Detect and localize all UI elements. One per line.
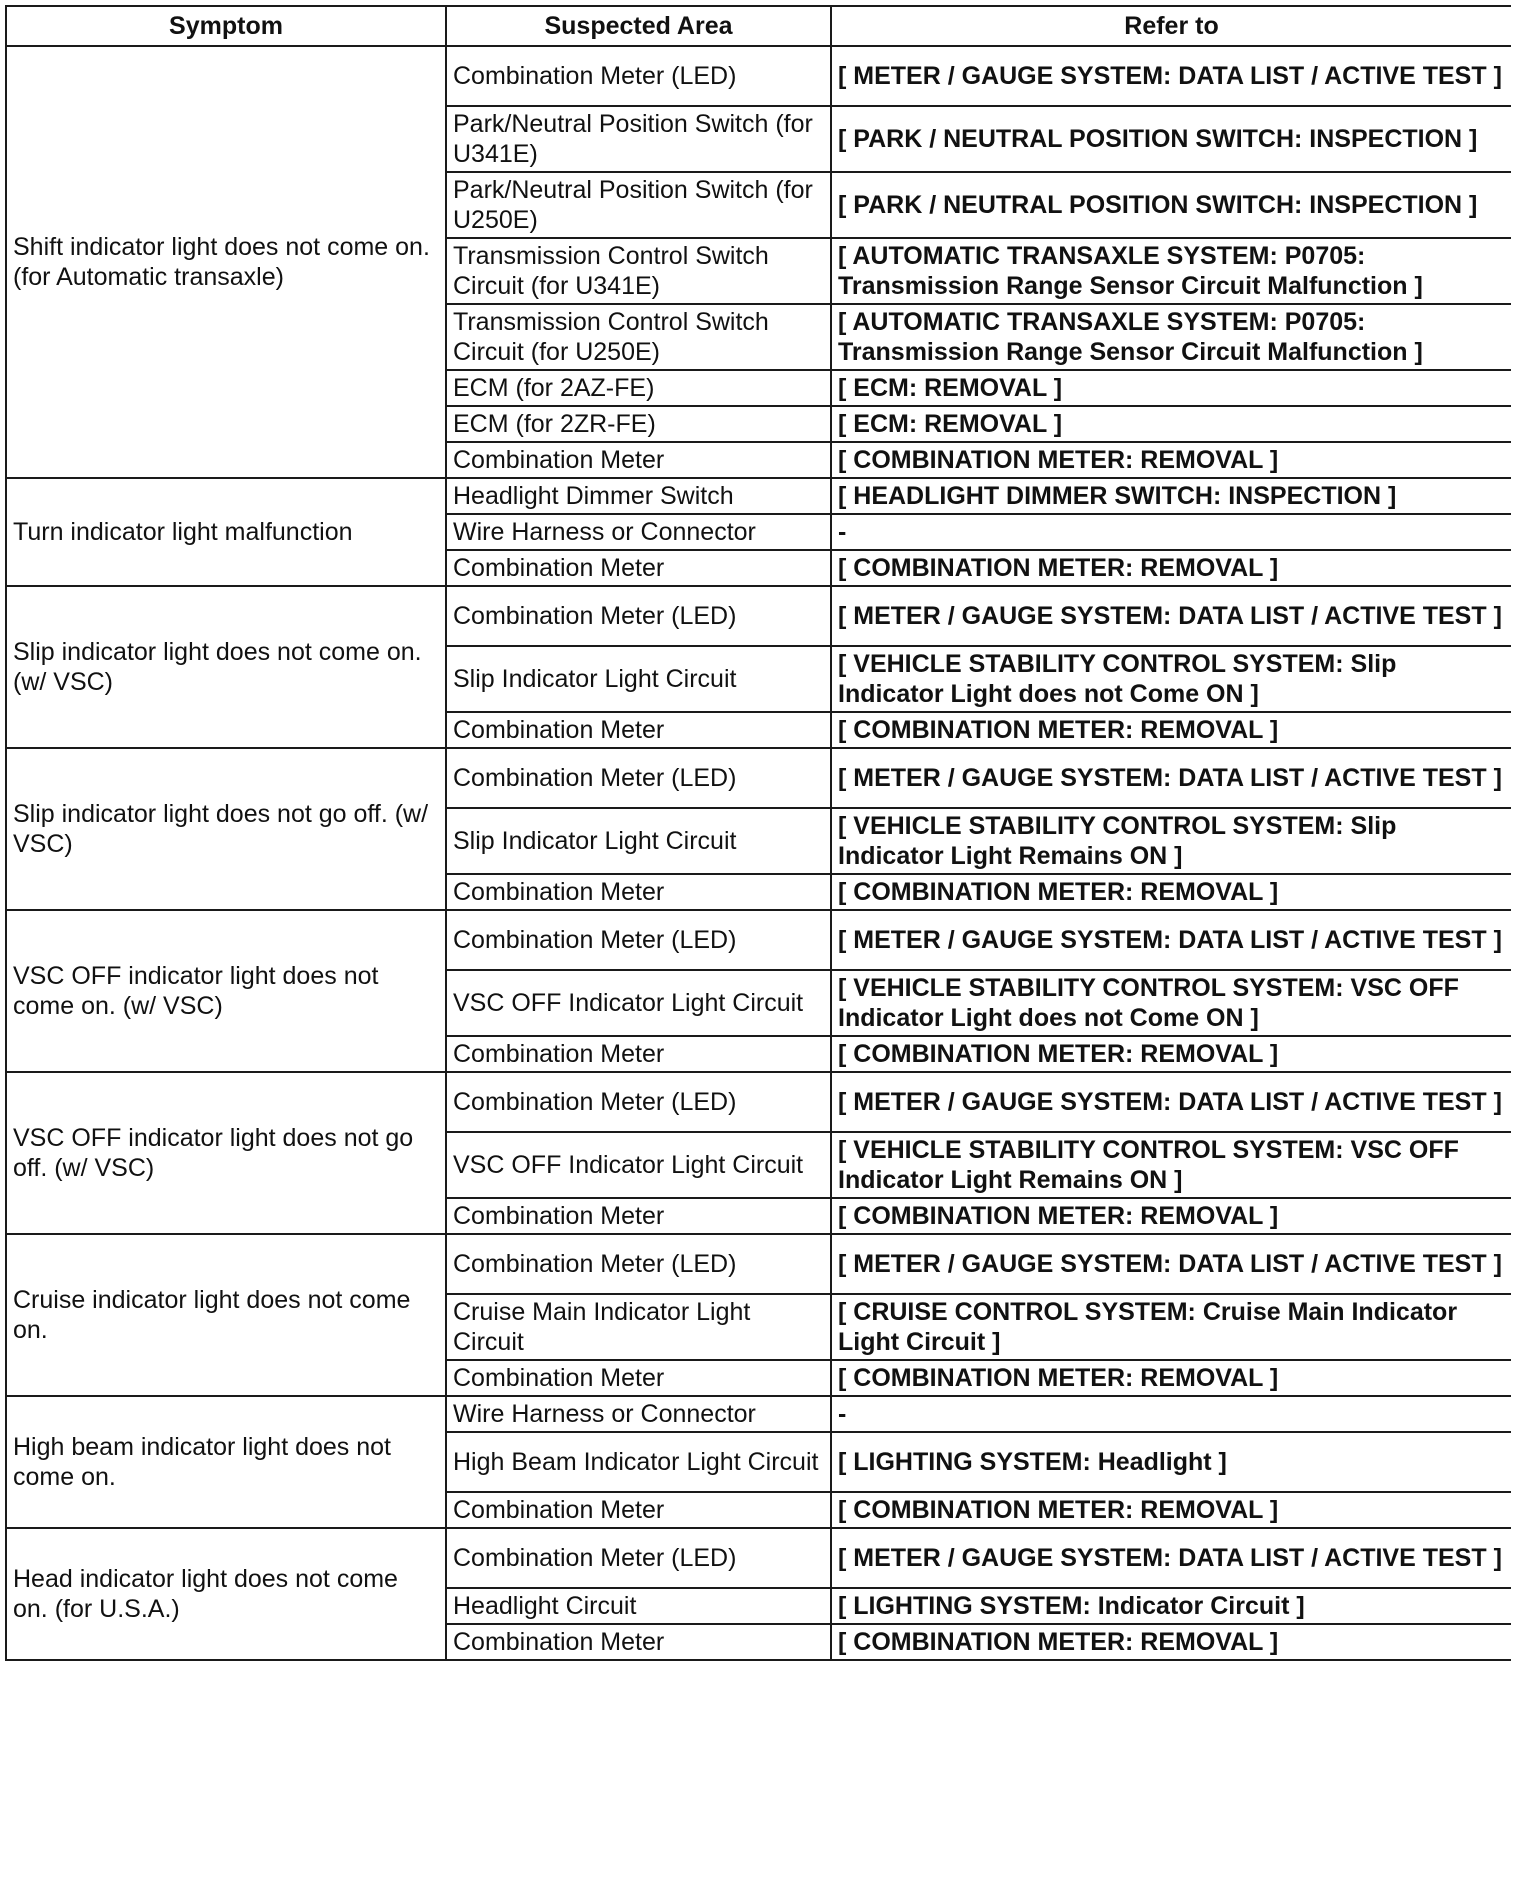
suspected-area-cell: Slip Indicator Light Circuit (446, 808, 831, 874)
table-row (6, 748, 1511, 808)
suspected-area-cell: Wire Harness or Connector (446, 514, 831, 550)
suspected-area-cell: Headlight Dimmer Switch (446, 478, 831, 514)
refer-to-link[interactable]: [ COMBINATION METER: REMOVAL ] (831, 550, 1511, 586)
refer-to-link[interactable]: [ COMBINATION METER: REMOVAL ] (831, 712, 1511, 748)
refer-to-link[interactable]: [ METER / GAUGE SYSTEM: DATA LIST / ACTIVE TEST ] (831, 748, 1511, 808)
refer-to-link[interactable]: [ COMBINATION METER: REMOVAL ] (831, 442, 1511, 478)
table-row (6, 1234, 1511, 1294)
refer-to-link[interactable]: [ ECM: REMOVAL ] (831, 370, 1511, 406)
suspected-area-cell: Combination Meter (LED) (446, 1528, 831, 1588)
symptom-cell: Shift indicator light does not come on. (for Automatic transaxle) (6, 46, 446, 478)
suspected-area-cell: Combination Meter (LED) (446, 586, 831, 646)
header-refer-to: Refer to (831, 6, 1511, 46)
refer-to-link[interactable]: [ METER / GAUGE SYSTEM: DATA LIST / ACTIVE TEST ] (831, 910, 1511, 970)
refer-to-link[interactable]: [ VEHICLE STABILITY CONTROL SYSTEM: Slip Indicator Light does not Come ON ] (831, 646, 1511, 712)
refer-to-link[interactable]: [ METER / GAUGE SYSTEM: DATA LIST / ACTIVE TEST ] (831, 1072, 1511, 1132)
suspected-area-cell: Combination Meter (446, 1360, 831, 1396)
refer-to-link[interactable]: [ COMBINATION METER: REMOVAL ] (831, 1624, 1511, 1660)
symptom-cell: Turn indicator light malfunction (6, 478, 446, 586)
refer-to-link[interactable]: [ COMBINATION METER: REMOVAL ] (831, 1492, 1511, 1528)
suspected-area-cell: ECM (for 2AZ-FE) (446, 370, 831, 406)
suspected-area-cell: VSC OFF Indicator Light Circuit (446, 970, 831, 1036)
suspected-area-cell: Combination Meter (446, 712, 831, 748)
suspected-area-cell: VSC OFF Indicator Light Circuit (446, 1132, 831, 1198)
suspected-area-cell: Combination Meter (LED) (446, 1234, 831, 1294)
suspected-area-cell: Slip Indicator Light Circuit (446, 646, 831, 712)
symptom-cell: Head indicator light does not come on. (for U.S.A.) (6, 1528, 446, 1660)
suspected-area-cell: High Beam Indicator Light Circuit (446, 1432, 831, 1492)
suspected-area-cell: Wire Harness or Connector (446, 1396, 831, 1432)
refer-to-link[interactable]: [ LIGHTING SYSTEM: Indicator Circuit ] (831, 1588, 1511, 1624)
suspected-area-cell: Combination Meter (446, 874, 831, 910)
refer-to-link[interactable]: [ AUTOMATIC TRANSAXLE SYSTEM: P0705: Transmission Range Sensor Circuit Malfunction ] (831, 304, 1511, 370)
header-symptom: Symptom (6, 6, 446, 46)
refer-to-link[interactable]: [ VEHICLE STABILITY CONTROL SYSTEM: VSC OFF Indicator Light does not Come ON ] (831, 970, 1511, 1036)
table-body (6, 46, 1511, 1660)
suspected-area-cell: Park/Neutral Position Switch (for U250E) (446, 172, 831, 238)
refer-to-link[interactable]: [ CRUISE CONTROL SYSTEM: Cruise Main Indicator Light Circuit ] (831, 1294, 1511, 1360)
refer-to-link[interactable]: [ METER / GAUGE SYSTEM: DATA LIST / ACTIVE TEST ] (831, 1528, 1511, 1588)
symptom-cell: Slip indicator light does not come on. (w/ VSC) (6, 586, 446, 748)
table-row (6, 910, 1511, 970)
refer-to-link[interactable]: [ METER / GAUGE SYSTEM: DATA LIST / ACTIVE TEST ] (831, 46, 1511, 106)
suspected-area-cell: ECM (for 2ZR-FE) (446, 406, 831, 442)
refer-to-link[interactable]: [ VEHICLE STABILITY CONTROL SYSTEM: Slip Indicator Light Remains ON ] (831, 808, 1511, 874)
symptom-cell: Cruise indicator light does not come on. (6, 1234, 446, 1396)
table-row (6, 1072, 1511, 1132)
refer-to-link: - (831, 1396, 1511, 1432)
refer-to-link[interactable]: [ COMBINATION METER: REMOVAL ] (831, 1360, 1511, 1396)
suspected-area-cell: Combination Meter (446, 1624, 831, 1660)
refer-to-link[interactable]: [ COMBINATION METER: REMOVAL ] (831, 1198, 1511, 1234)
header-suspected-area: Suspected Area (446, 6, 831, 46)
refer-to-link[interactable]: [ COMBINATION METER: REMOVAL ] (831, 874, 1511, 910)
symptom-cell: Slip indicator light does not go off. (w/ VSC) (6, 748, 446, 910)
suspected-area-cell: Park/Neutral Position Switch (for U341E) (446, 106, 831, 172)
refer-to-link[interactable]: [ AUTOMATIC TRANSAXLE SYSTEM: P0705: Transmission Range Sensor Circuit Malfunction ] (831, 238, 1511, 304)
suspected-area-cell: Combination Meter (LED) (446, 748, 831, 808)
symptom-cell: High beam indicator light does not come on. (6, 1396, 446, 1528)
refer-to-link[interactable]: [ COMBINATION METER: REMOVAL ] (831, 1036, 1511, 1072)
refer-to-link[interactable]: [ METER / GAUGE SYSTEM: DATA LIST / ACTIVE TEST ] (831, 1234, 1511, 1294)
suspected-area-cell: Combination Meter (LED) (446, 46, 831, 106)
suspected-area-cell: Cruise Main Indicator Light Circuit (446, 1294, 831, 1360)
refer-to-link[interactable]: [ HEADLIGHT DIMMER SWITCH: INSPECTION ] (831, 478, 1511, 514)
header-row (6, 6, 1511, 46)
symptom-cell: VSC OFF indicator light does not come on. (w/ VSC) (6, 910, 446, 1072)
suspected-area-cell: Combination Meter (446, 1198, 831, 1234)
refer-to-link[interactable]: [ PARK / NEUTRAL POSITION SWITCH: INSPECTION ] (831, 106, 1511, 172)
suspected-area-cell: Combination Meter (LED) (446, 910, 831, 970)
table-row (6, 586, 1511, 646)
suspected-area-cell: Combination Meter (446, 1492, 831, 1528)
symptom-cell: VSC OFF indicator light does not go off. (w/ VSC) (6, 1072, 446, 1234)
table-row (6, 46, 1511, 106)
suspected-area-cell: Combination Meter (446, 442, 831, 478)
refer-to-link[interactable]: [ ECM: REMOVAL ] (831, 406, 1511, 442)
suspected-area-cell: Combination Meter (LED) (446, 1072, 831, 1132)
suspected-area-cell: Transmission Control Switch Circuit (for U250E) (446, 304, 831, 370)
suspected-area-cell: Transmission Control Switch Circuit (for U341E) (446, 238, 831, 304)
suspected-area-cell: Headlight Circuit (446, 1588, 831, 1624)
problem-symptoms-table-page (5, 5, 1511, 1887)
table-row (6, 1528, 1511, 1588)
refer-to-link[interactable]: [ LIGHTING SYSTEM: Headlight ] (831, 1432, 1511, 1492)
refer-to-link[interactable]: [ VEHICLE STABILITY CONTROL SYSTEM: VSC OFF Indicator Light Remains ON ] (831, 1132, 1511, 1198)
refer-to-link[interactable]: [ METER / GAUGE SYSTEM: DATA LIST / ACTIVE TEST ] (831, 586, 1511, 646)
table-row (6, 1396, 1511, 1432)
refer-to-link: - (831, 514, 1511, 550)
refer-to-link[interactable]: [ PARK / NEUTRAL POSITION SWITCH: INSPECTION ] (831, 172, 1511, 238)
suspected-area-cell: Combination Meter (446, 1036, 831, 1072)
problem-symptoms-table (5, 5, 1511, 1661)
table-row (6, 478, 1511, 514)
suspected-area-cell: Combination Meter (446, 550, 831, 586)
